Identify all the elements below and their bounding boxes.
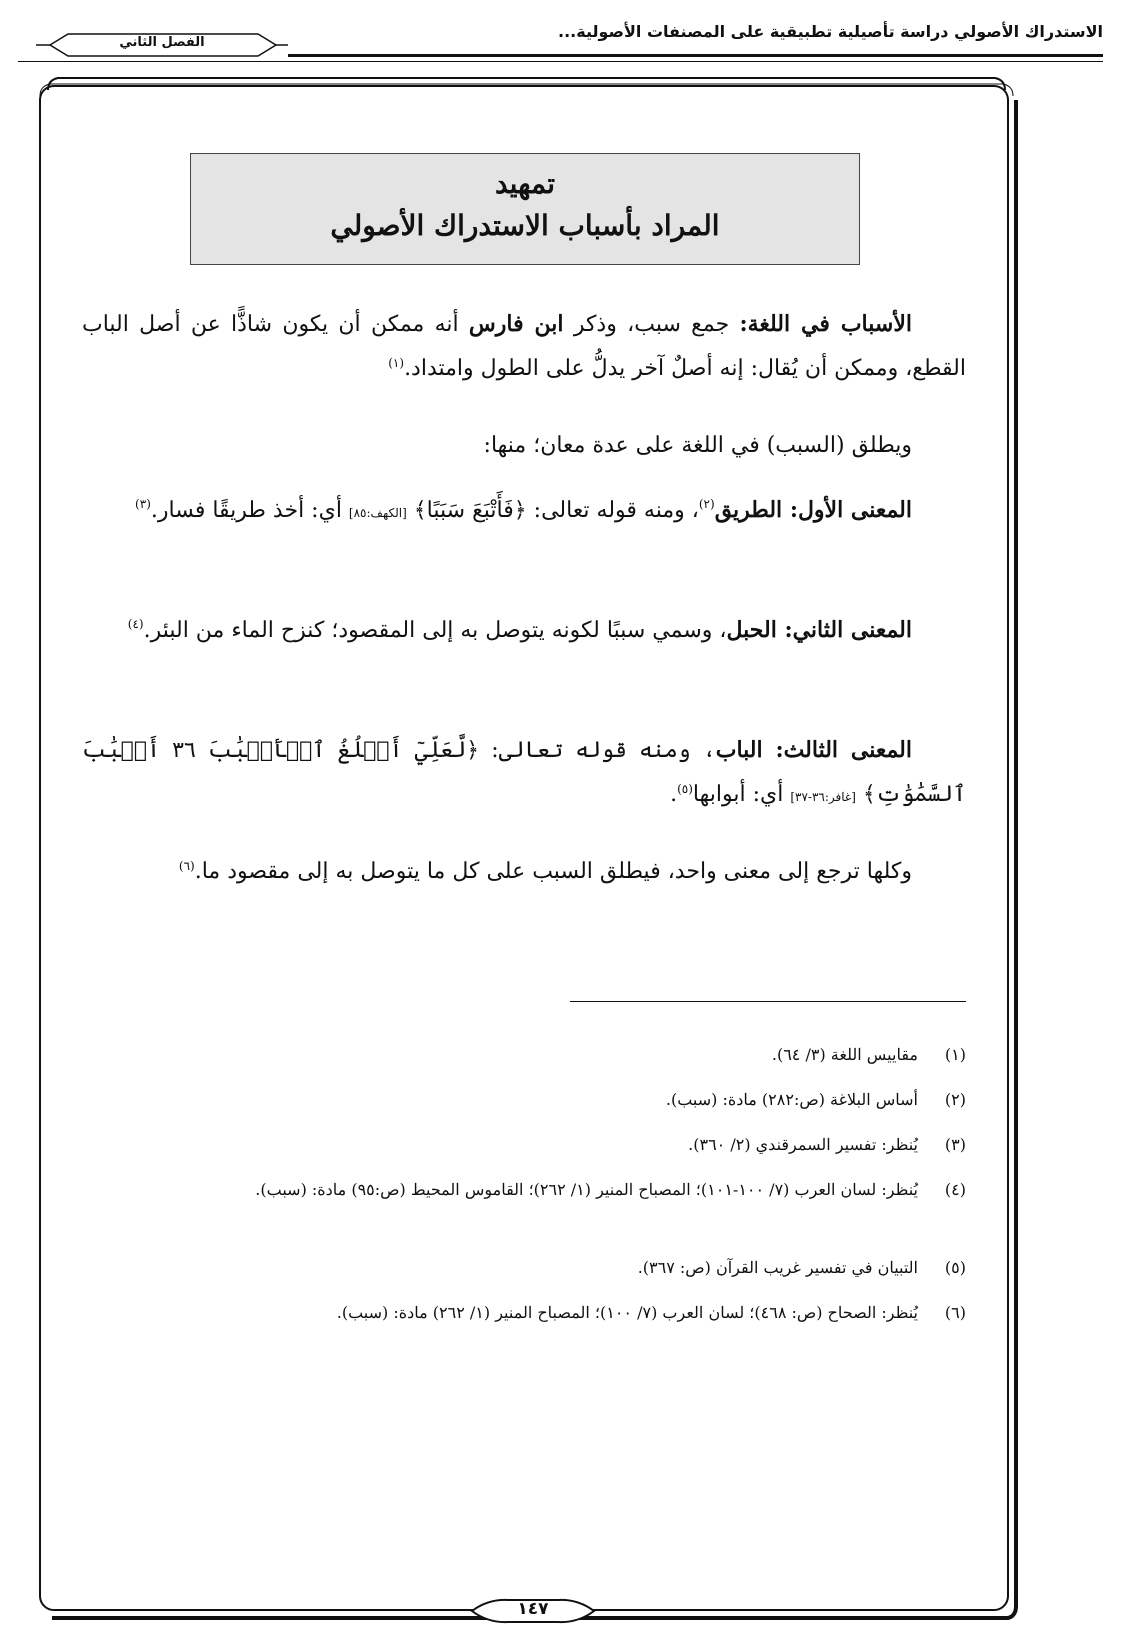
footnote-5 (82, 1253, 966, 1283)
paragraph-1 (82, 302, 966, 391)
footnote-6 (82, 1298, 966, 1328)
paragraph-4 (82, 608, 966, 653)
footnote-marker[interactable]: (٦) (178, 859, 195, 873)
section-title: تمهيد (494, 167, 556, 200)
page-number-badge (468, 1597, 598, 1625)
footnote-number: (٤) (944, 1180, 966, 1199)
paragraph-lead: المعنى الثالث: الباب (715, 737, 912, 763)
paragraph-text: أي: أبوابها (692, 782, 791, 807)
paragraph-text: أي: أخذ طريقًا فسار. (150, 498, 349, 523)
footnote-4 (82, 1175, 966, 1205)
author-name: ابن فارس (468, 311, 564, 337)
section-subtitle: المراد بأسباب الاستدراك الأصولي (330, 209, 720, 242)
footnote-text: مقاييس اللغة (٣/ ٦٤). (771, 1045, 918, 1064)
paragraph-2 (82, 424, 966, 468)
paragraph-text: . (670, 782, 678, 807)
footnote-text: يُنظر: لسان العرب (٧/ ١٠٠-١٠١)؛ المصباح المنير (١/ ٢٦٢)؛ القاموس المحيط (ص:٩٥) مادة: (سبب). (255, 1180, 918, 1199)
footnote-number: (٣) (944, 1135, 966, 1154)
page-number: ١٤٧ (517, 1599, 549, 1619)
paragraph-text: جمع سبب، وذكر (563, 312, 740, 337)
paragraph-lead: المعنى الثاني: الحبل (726, 617, 912, 643)
paragraph-5 (82, 728, 966, 819)
footnote-text: أساس البلاغة (ص:٢٨٢) مادة: (سبب). (665, 1090, 918, 1109)
paragraph-text: ويطلق (السبب) في اللغة على عدة معان؛ منها: (483, 433, 912, 458)
footnote-text: يُنظر: الصحاح (ص: ٤٦٨)؛ لسان العرب (٧/ ١٠٠)؛ المصباح المنير (١/ ٢٦٢) مادة: (سبب). (336, 1303, 918, 1322)
footnote-marker[interactable]: (٥) (677, 782, 693, 796)
paragraph-6 (82, 850, 966, 894)
quran-reference: [الكهف:٨٥] (348, 506, 407, 520)
footnote-text: التبيان في تفسير غريب القرآن (ص: ٣٦٧). (637, 1258, 918, 1277)
paragraph-text: وكلها ترجع إلى معنى واحد، فيطلق السبب على كل ما يتوصل به إلى مقصود ما. (194, 859, 912, 884)
footnote-3 (82, 1130, 966, 1160)
paragraph-text: ، ومنه قوله تعالى: ﴿لَّعَلِّيٓ أَبۡلُغُ ٱلۡأَسۡبَٰبَ ٣٦ أَسۡبَٰبَ ٱلسَّمَٰوَٰتِ﴾ (82, 738, 966, 807)
footnote-marker[interactable]: (٤) (127, 617, 144, 631)
title-box (190, 153, 860, 265)
footnote-text: يُنظر: تفسير السمرقندي (٢/ ٣٦٠). (688, 1135, 918, 1154)
chapter-label: الفصل الثاني (119, 35, 205, 50)
footnote-marker[interactable]: (١) (388, 356, 405, 370)
paragraph-text: ، وسمي سببًا لكونه يتوصل به إلى المقصود؛ كنزح الماء من البئر. (143, 618, 727, 643)
footnote-number: (١) (944, 1045, 966, 1064)
footnote-separator (570, 1001, 966, 1002)
footnote-number: (٢) (944, 1090, 966, 1109)
running-title: الاستدراك الأصولي دراسة تأصيلية تطبيقية على المصنفات الأصولية... (558, 22, 1103, 41)
paragraph-text: ، ومنه قوله تعالى: ﴿فَأَتْبَعَ سَبَبًا﴾ (406, 498, 699, 523)
footnote-number: (٦) (944, 1303, 966, 1322)
footnote-number: (٥) (944, 1258, 966, 1277)
quran-reference: [غافر:٣٦-٣٧] (790, 790, 856, 804)
footnote-marker[interactable]: (٣) (135, 497, 151, 511)
paragraph-lead: المعنى الأول: الطريق (714, 497, 912, 523)
footnote-2 (82, 1085, 966, 1115)
paragraph-3 (82, 488, 966, 535)
footnote-marker[interactable]: (٢) (698, 497, 715, 511)
paragraph-text: أنه ممكن أن يكون شاذًّا عن أصل الباب القطع، وممكن أن يُقال: إنه أصلٌ آخر يدلُّ على الطول وامتداد. (82, 312, 966, 381)
paragraph-lead: الأسباب في اللغة: (739, 311, 912, 337)
footnote-1 (82, 1040, 966, 1070)
